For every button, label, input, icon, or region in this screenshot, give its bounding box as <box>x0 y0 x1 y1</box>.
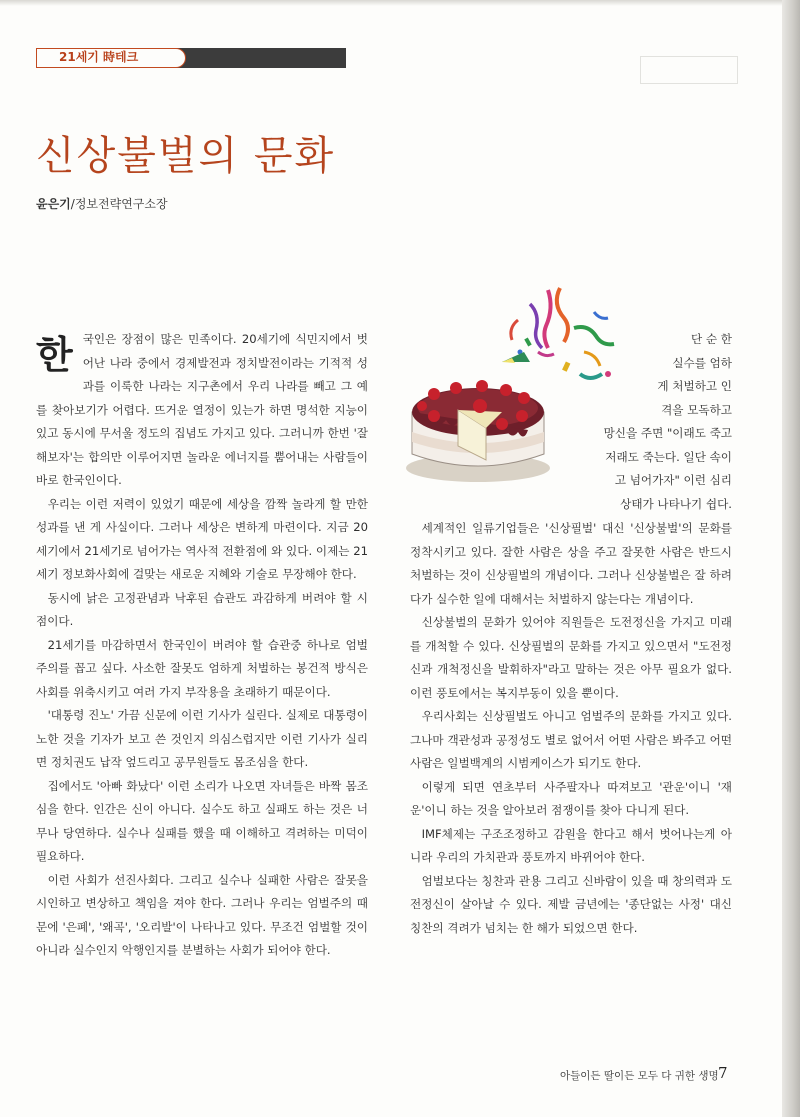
right-column <box>410 517 732 940</box>
text-line: 저래도 죽는다. 일단 속이 <box>605 449 732 464</box>
text-line: 상태가 나타나기 쉽다. <box>620 496 732 511</box>
text-line: 격을 모독하고 <box>661 402 732 417</box>
text-line: 단 순 한 <box>691 332 732 346</box>
byline <box>36 195 168 212</box>
paragraph: 이렇게 되면 연초부터 사주팔자나 따져보고 '관운'이니 '재운'이니 하는 것을 알아보러 점쟁이를 찾아 다니게 된다. <box>410 779 732 817</box>
paragraph: 세계적인 일류기업들은 '신상필벌' 대신 '신상불벌'의 문화를 정착시키고 있다. 잘한 사람은 상을 주고 잘못한 사람은 반드시 처벌하는 것이 신상필벌의 개념이다. 그러나 신상불벌은 잘 하려다가 실수한 일에 대해서는 처벌하지 않는다는 개념이다. <box>410 521 732 606</box>
text-line: 망신을 주면 "이래도 죽고 <box>603 426 732 440</box>
right-column-wrapped-lines <box>520 328 732 516</box>
paragraph: 집에서도 '아빠 화났다' 이런 소리가 나오면 자녀들은 바짝 몸조심을 한다. 인간은 신이 아니다. 실수도 하고 실패도 하는 것은 너무나 당연하다. 실수나 실패를 했을 때 이해하고 격려하는 미덕이 필요하다. <box>36 778 368 863</box>
left-column <box>36 328 368 963</box>
author-name: 윤은기 <box>36 197 71 211</box>
paragraph: 국인은 장점이 많은 민족이다. 20세기에 식민지에서 벗어난 나라 중에서 경제발전과 정치발전이라는 기적적 성과를 이룩한 나라는 지구촌에서 우리 나라를 빼고 그 예를 찾아보기가 어렵다. 뜨거운 열정이 있는가 하면 명석한 지능이 있고 동시에 무서울 정도의 집념도 가지고 있다. 그러니까 한번 '잘 해보자'는 합의만 이루어지면 놀라운 에너지를 뿜어내는 사람들이 바로 한국인이다. <box>36 332 368 487</box>
faded-margin-mark <box>640 56 738 84</box>
paragraph: '대통령 진노' 가끔 신문에 이런 기사가 실린다. 실제로 대통령이 노한 것을 기자가 보고 쓴 것인지 의심스럽지만 이런 기사가 실리면 정치권도 납작 엎드리고 공무원들도 몸조심을 한다. <box>36 708 368 769</box>
article-title: 신상불벌의 문화 <box>36 133 336 179</box>
author-title: /정보전략연구소장 <box>70 197 168 211</box>
paragraph: 이런 사회가 선진사회다. 그리고 실수나 실패한 사람은 잘못을 시인하고 변상하고 책임을 져야 한다. 그러나 우리는 엄벌주의 때문에 '은폐', '왜곡', '오리발'이 나타나고 있다. 무조건 엄벌할 것이 아니라 실수인지 악행인지를 분별하는 사회가 되어야 한다. <box>36 872 368 957</box>
paragraph: 엄벌보다는 칭찬과 관용 그리고 신바람이 있을 때 창의력과 도전정신이 살아날 수 있다. 제발 금년에는 '종단없는 사정' 대신 칭찬의 격려가 넘치는 한 해가 되었으면 한다. <box>410 873 732 935</box>
paragraph: IMF체제는 구조조정하고 감원을 한다고 해서 벗어나는게 아니라 우리의 가치관과 풍토까지 바뀌어야 한다. <box>410 826 732 864</box>
paragraph: 신상불벌의 문화가 있어야 직원들은 도전정신을 가지고 미래를 개척할 수 있다. 신상필벌의 문화를 가지고 있으면서 "도전정신과 개척정신을 발휘하자"라고 말하는 것은 아무 필요가 없다. 이런 풍토에서는 복지부동이 있을 뿐이다. <box>410 615 732 700</box>
page-binding-edge <box>782 0 800 1117</box>
text-line: 고 넘어가자" 이런 심리 <box>614 473 732 487</box>
paragraph: 우리사회는 신상필벌도 아니고 엄벌주의 문화를 가지고 있다. 그나마 객관성과 공정성도 별로 없어서 어떤 사람은 봐주고 어떤 사람은 일벌백계의 시범케이스가 되기도 한다. <box>410 709 732 770</box>
paragraph: 21세기를 마감하면서 한국인이 버려야 할 습관중 하나로 엄벌주의를 꼽고 싶다. 사소한 잘못도 엄하게 처벌하는 봉건적 방식은 사회를 위축시키고 여러 가지 부작용을 초래하기 때문이다. <box>36 637 368 699</box>
section-tag-bar <box>36 48 346 68</box>
section-tag: 21세기 時테크 <box>36 48 186 68</box>
page-top-edge <box>0 0 800 6</box>
running-footer: 아들이든 딸이든 모두 다 귀한 생명 <box>560 1070 719 1082</box>
text-line: 실수를 엄하 <box>672 355 732 370</box>
page-number: 7 <box>718 1064 728 1082</box>
text-line: 게 처벌하고 인 <box>657 379 732 393</box>
paragraph: 동시에 낡은 고정관념과 낙후된 습관도 과감하게 버려야 할 시점이다. <box>36 590 368 628</box>
paragraph: 우리는 이런 저력이 있었기 때문에 세상을 깜짝 놀라게 할 만한 성과를 낸 게 사실이다. 그러나 세상은 변하게 마련이다. 지금 20세기에서 21세기로 넘어가는 역사적 전환점에 와 있다. 이제는 21세기 정보화사회에 걸맞는 새로운 지혜와 기술로 무장해야 한다. <box>36 496 368 581</box>
drop-cap: 한 <box>36 333 73 377</box>
